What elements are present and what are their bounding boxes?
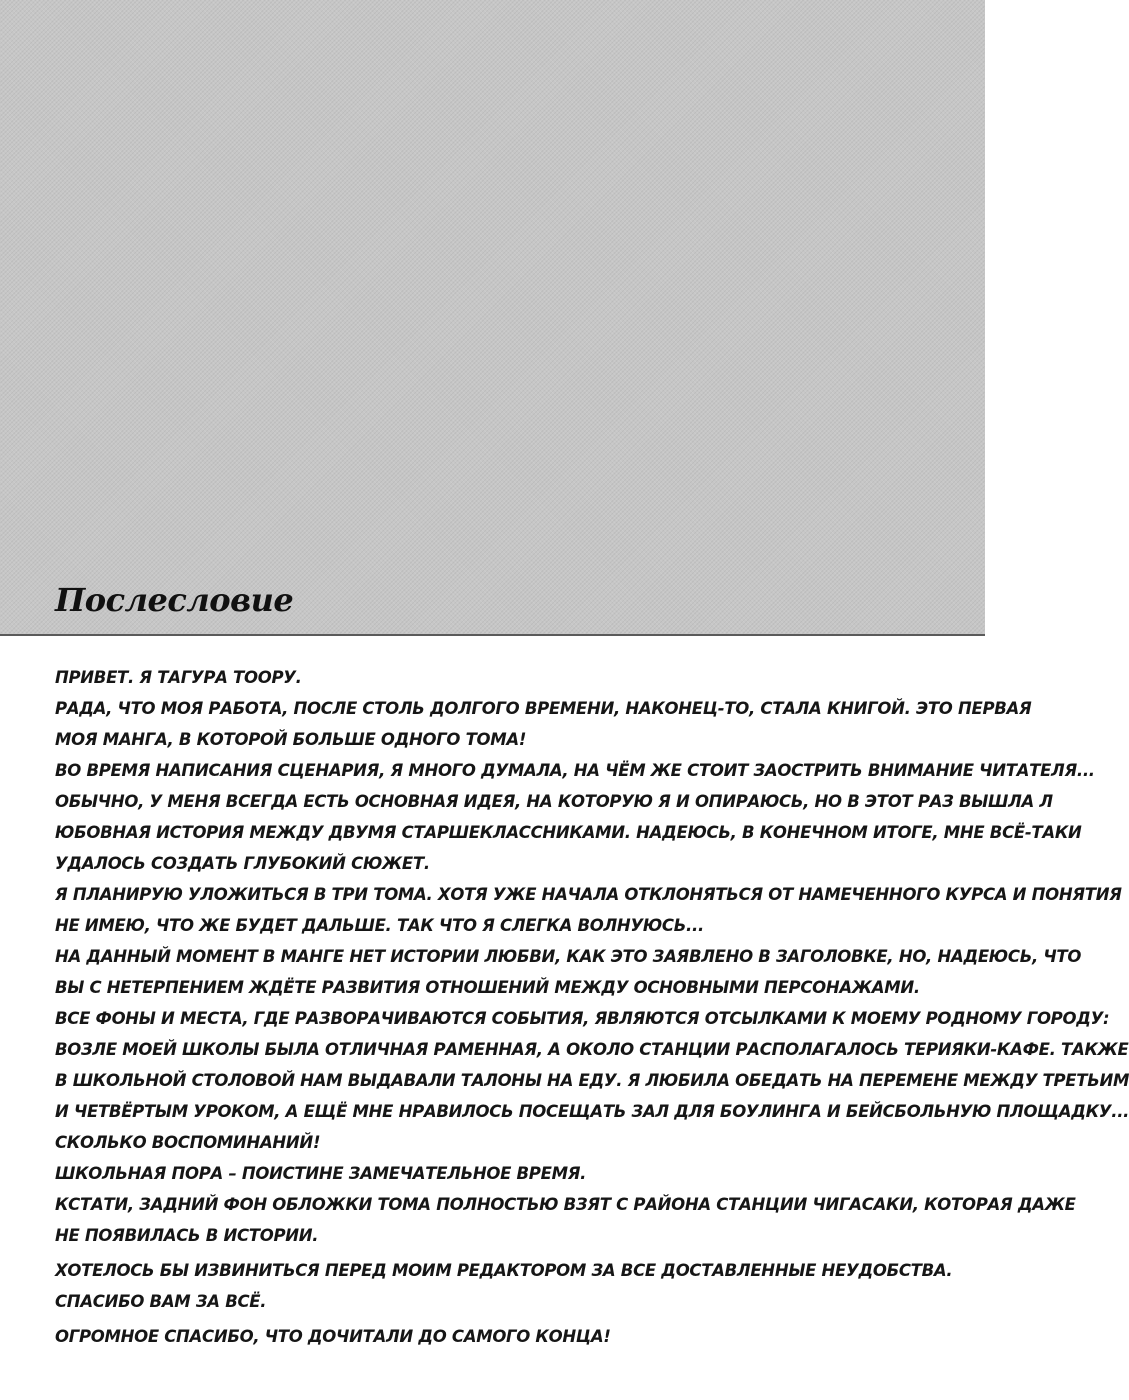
text-line: НА ДАННЫЙ МОМЕНТ В МАНГЕ НЕТ ИСТОРИИ ЛЮБВИ, КАК ЭТО ЗАЯВЛЕНО В ЗАГОЛОВКЕ, НО, НАДЕЮСЬ, ЧТО [55, 947, 1082, 966]
text-line: ЮБОВНАЯ ИСТОРИЯ МЕЖДУ ДВУМЯ СТАРШЕКЛАССНИКАМИ. НАДЕЮСЬ, В КОНЕЧНОМ ИТОГЕ, МНЕ ВСЁ-ТАКИ [55, 823, 1082, 842]
screentone-header-panel [0, 0, 985, 636]
text-line: СКОЛЬКО ВОСПОМИНАНИЙ! [55, 1133, 321, 1152]
text-line: ХОТЕЛОСЬ БЫ ИЗВИНИТЬСЯ ПЕРЕД МОИМ РЕДАКТОРОМ ЗА ВСЕ ДОСТАВЛЕННЫЕ НЕУДОБСТВА. [55, 1261, 953, 1280]
text-line: ВОЗЛЕ МОЕЙ ШКОЛЫ БЫЛА ОТЛИЧНАЯ РАМЕННАЯ, А ОКОЛО СТАНЦИИ РАСПОЛАГАЛОСЬ ТЕРИЯКИ-КАФЕ. ТАКЖЕ [55, 1040, 1129, 1059]
text-line: ШКОЛЬНАЯ ПОРА – ПОИСТИНЕ ЗАМЕЧАТЕЛЬНОЕ ВРЕМЯ. [55, 1164, 587, 1183]
text-line: МОЯ МАНГА, В КОТОРОЙ БОЛЬШЕ ОДНОГО ТОМА! [55, 730, 527, 749]
text-line: ОБЫЧНО, У МЕНЯ ВСЕГДА ЕСТЬ ОСНОВНАЯ ИДЕЯ, НА КОТОРУЮ Я И ОПИРАЮСЬ, НО В ЭТОТ РАЗ ВЫШЛА Л [55, 792, 1053, 811]
text-line: НЕ ПОЯВИЛАСЬ В ИСТОРИИ. [55, 1226, 319, 1245]
afterword-text [55, 662, 1129, 1352]
text-line: В ШКОЛЬНОЙ СТОЛОВОЙ НАМ ВЫДАВАЛИ ТАЛОНЫ НА ЕДУ. Я ЛЮБИЛА ОБЕДАТЬ НА ПЕРЕМЕНЕ МЕЖДУ ТРЕТЬИМ [55, 1071, 1129, 1090]
page-title: Послесловие [55, 581, 294, 619]
text-line: РАДА, ЧТО МОЯ РАБОТА, ПОСЛЕ СТОЛЬ ДОЛГОГО ВРЕМЕНИ, НАКОНЕЦ-ТО, СТАЛА КНИГОЙ. ЭТО ПЕРВАЯ [55, 699, 1032, 718]
text-line: ВСЕ ФОНЫ И МЕСТА, ГДЕ РАЗВОРАЧИВАЮТСЯ СОБЫТИЯ, ЯВЛЯЮТСЯ ОТСЫЛКАМИ К МОЕМУ РОДНОМУ ГОРОДУ: [55, 1009, 1110, 1028]
text-line: И ЧЕТВЁРТЫМ УРОКОМ, А ЕЩЁ МНЕ НРАВИЛОСЬ ПОСЕЩАТЬ ЗАЛ ДЛЯ БОУЛИНГА И БЕЙСБОЛЬНУЮ ПЛОЩАДКУ... [55, 1102, 1129, 1121]
text-line: УДАЛОСЬ СОЗДАТЬ ГЛУБОКИЙ СЮЖЕТ. [55, 854, 430, 873]
text-line: Я ПЛАНИРУЮ УЛОЖИТЬСЯ В ТРИ ТОМА. ХОТЯ УЖЕ НАЧАЛА ОТКЛОНЯТЬСЯ ОТ НАМЕЧЕННОГО КУРСА И ПОНЯТИЯ [55, 885, 1122, 904]
text-line: ПРИВЕТ. Я ТАГУРА ТООРУ. [55, 668, 302, 687]
text-line: СПАСИБО ВАМ ЗА ВСЁ. [55, 1292, 267, 1311]
text-line: ОГРОМНОЕ СПАСИБО, ЧТО ДОЧИТАЛИ ДО САМОГО КОНЦА! [55, 1327, 611, 1346]
text-line: НЕ ИМЕЮ, ЧТО ЖЕ БУДЕТ ДАЛЬШЕ. ТАК ЧТО Я СЛЕГКА ВОЛНУЮСЬ... [55, 916, 704, 935]
text-line: ВЫ С НЕТЕРПЕНИЕМ ЖДЁТЕ РАЗВИТИЯ ОТНОШЕНИЙ МЕЖДУ ОСНОВНЫМИ ПЕРСОНАЖАМИ. [55, 978, 920, 997]
text-line: КСТАТИ, ЗАДНИЙ ФОН ОБЛОЖКИ ТОМА ПОЛНОСТЬЮ ВЗЯТ С РАЙОНА СТАНЦИИ ЧИГАСАКИ, КОТОРАЯ ДАЖЕ [55, 1195, 1076, 1214]
text-line: ВО ВРЕМЯ НАПИСАНИЯ СЦЕНАРИЯ, Я МНОГО ДУМАЛА, НА ЧЁМ ЖЕ СТОИТ ЗАОСТРИТЬ ВНИМАНИЕ ЧИТАТЕЛЯ... [55, 761, 1095, 780]
